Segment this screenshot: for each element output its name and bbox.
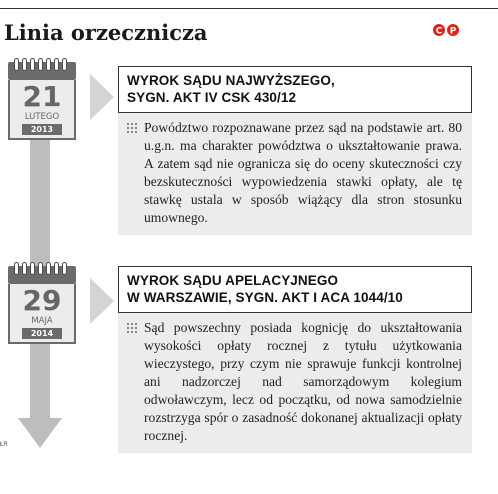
ruling-heading: WYROK SĄDU NAJWYŻSZEGO, SYGN. AKT IV CSK 430/12 [118, 66, 472, 113]
calendar-date-2 [8, 262, 76, 344]
calendar-date-1 [8, 58, 76, 140]
calendar-day: 29 [22, 284, 62, 317]
ruling-card-2 [118, 266, 472, 453]
calendar-ring-icon [62, 58, 67, 71]
dotted-square-bullet-icon [127, 323, 137, 333]
calendar-ring-icon [22, 58, 27, 71]
calendar-ring-icon [30, 262, 35, 275]
calendar-ring-icon [14, 58, 19, 71]
ruling-text: Sąd powszechny posiada kognicję do ukształtowania wysokości opłaty rocznej z tytułu użytkowania wieczystego, przy czym nie sprawuje funkcji kontrolnej ani nadzorczej nad samorządowym kolegium odwoławczym, lecz od początku, od nowa samodzielnie rozstrzyga spór o zasadność dokonanej aktualizacji opłaty rocznej. [144, 320, 462, 443]
calendar-ring-icon [38, 58, 43, 71]
calendar-ring-icon [38, 262, 43, 275]
calendar-ring-icon [46, 58, 51, 71]
ruling-text-block [118, 313, 472, 453]
svg-text:C: C [435, 26, 443, 37]
calendar-ring-icon [54, 262, 59, 275]
copyright-logo-icon [432, 23, 462, 37]
calendar-month: LUTEGO [24, 112, 60, 122]
calendar-month: MAJA [31, 316, 53, 326]
svg-text:P: P [449, 26, 457, 37]
ruling-text: Powództwo rozpoznawane przez sąd na podstawie art. 80 u.g.n. ma charakter powództwa o ukształtowanie prawa. A zatem sąd nie ogranicza się do oceny skuteczności czy bezskuteczności wypowiedzenia stawki opłaty, ale tę stawkę ustala w sposób wiążący dla stron stosunku umownego. [144, 120, 462, 225]
ruling-heading: WYROK SĄDU APELACYJNEGO W WARSZAWIE, SYGN. AKT I ACA 1044/10 [118, 266, 472, 313]
ruling-card-1 [118, 66, 472, 235]
calendar-ring-icon [30, 58, 35, 71]
pointer-arrow-icon [90, 74, 114, 120]
author-credit: ŁR [0, 442, 8, 448]
timeline-arrow-icon [18, 418, 62, 448]
page-title: Linia orzecznicza [4, 20, 208, 45]
calendar-ring-icon [62, 262, 67, 275]
ruling-text-block [118, 113, 472, 235]
dotted-square-bullet-icon [127, 123, 137, 133]
calendar-ring-icon [46, 262, 51, 275]
top-rule [0, 8, 498, 9]
calendar-ring-icon [14, 262, 19, 275]
calendar-year: 2013 [22, 124, 62, 135]
calendar-year: 2014 [22, 328, 62, 339]
pointer-arrow-icon [90, 278, 114, 324]
calendar-day: 21 [22, 80, 62, 113]
publisher-logo [432, 22, 462, 41]
calendar-ring-icon [22, 262, 27, 275]
calendar-ring-icon [54, 58, 59, 71]
